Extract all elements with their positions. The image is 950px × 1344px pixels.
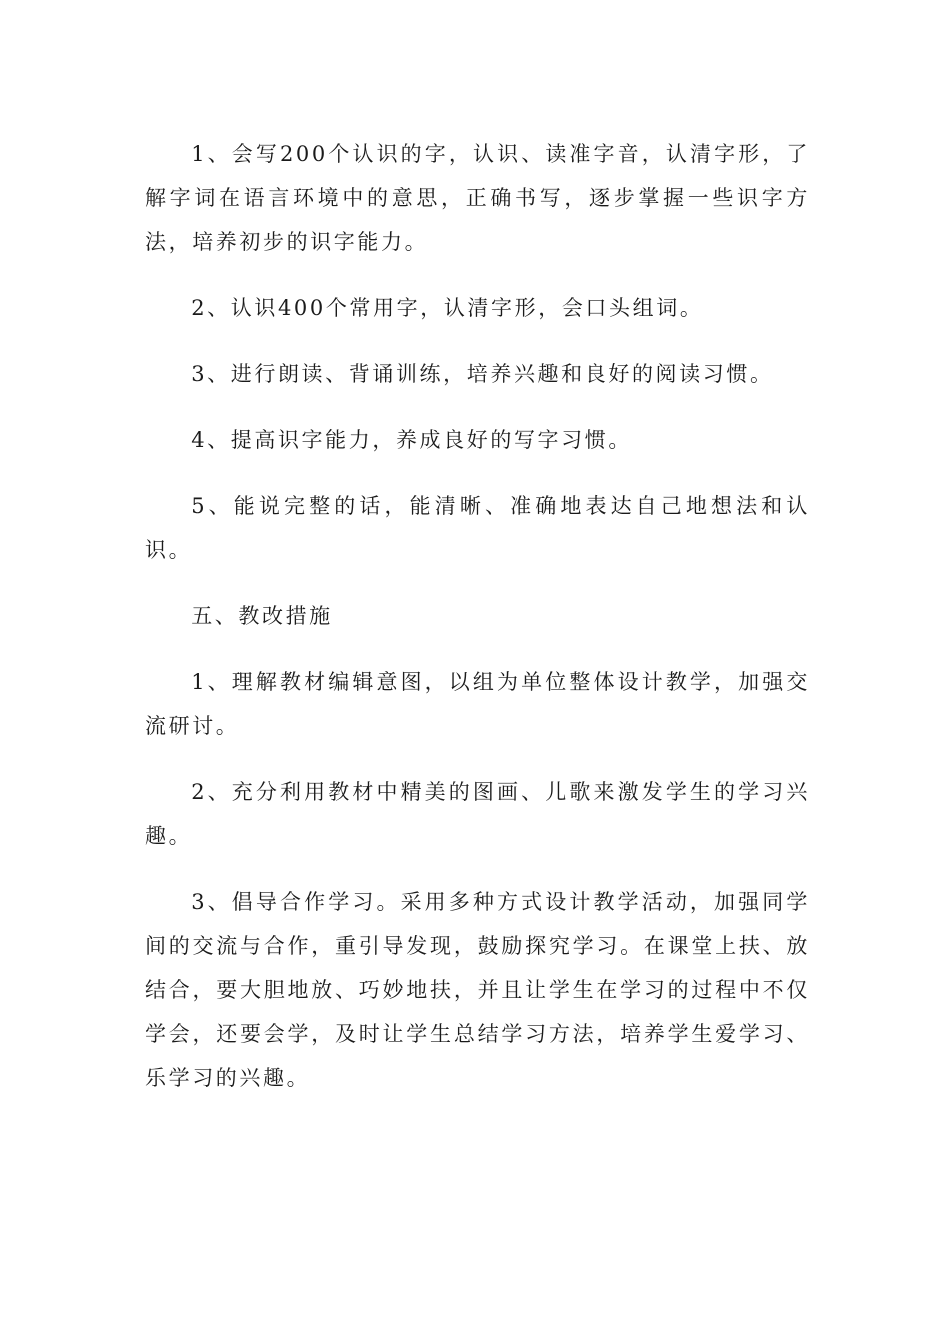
- measure-item-2: 2、充分利用教材中精美的图画、儿歌来激发学生的学习兴趣。: [145, 780, 810, 848]
- goal-item-5: 5、能说完整的话，能清晰、准确地表达自己地想法和认识。: [145, 494, 810, 562]
- goal-item-3: 3、进行朗读、背诵训练，培养兴趣和良好的阅读习惯。: [191, 362, 774, 386]
- document-body: [145, 132, 810, 1100]
- section-heading: 五、教改措施: [191, 604, 333, 628]
- goal-item-2: 2、认识400个常用字，认清字形，会口头组词。: [191, 296, 704, 320]
- measure-item-3: 3、倡导合作学习。采用多种方式设计教学活动，加强同学间的交流与合作，重引导发现，鼓励探究学习。在课堂上扶、放结合，要大胆地放、巧妙地扶，并且让学生在学习的过程中不仅学会，还要会学，及时让学生总结学习方法，培养学生爱学习、乐学习的兴趣。: [145, 890, 810, 1090]
- goal-item-4: 4、提高识字能力，养成良好的写字习惯。: [191, 428, 632, 452]
- goal-item-1: 1、会写200个认识的字，认识、读准字音，认清字形，了解字词在语言环境中的意思，正确书写，逐步掌握一些识字方法，培养初步的识字能力。: [145, 142, 810, 254]
- measure-item-1: 1、理解教材编辑意图，以组为单位整体设计教学，加强交流研讨。: [145, 670, 810, 738]
